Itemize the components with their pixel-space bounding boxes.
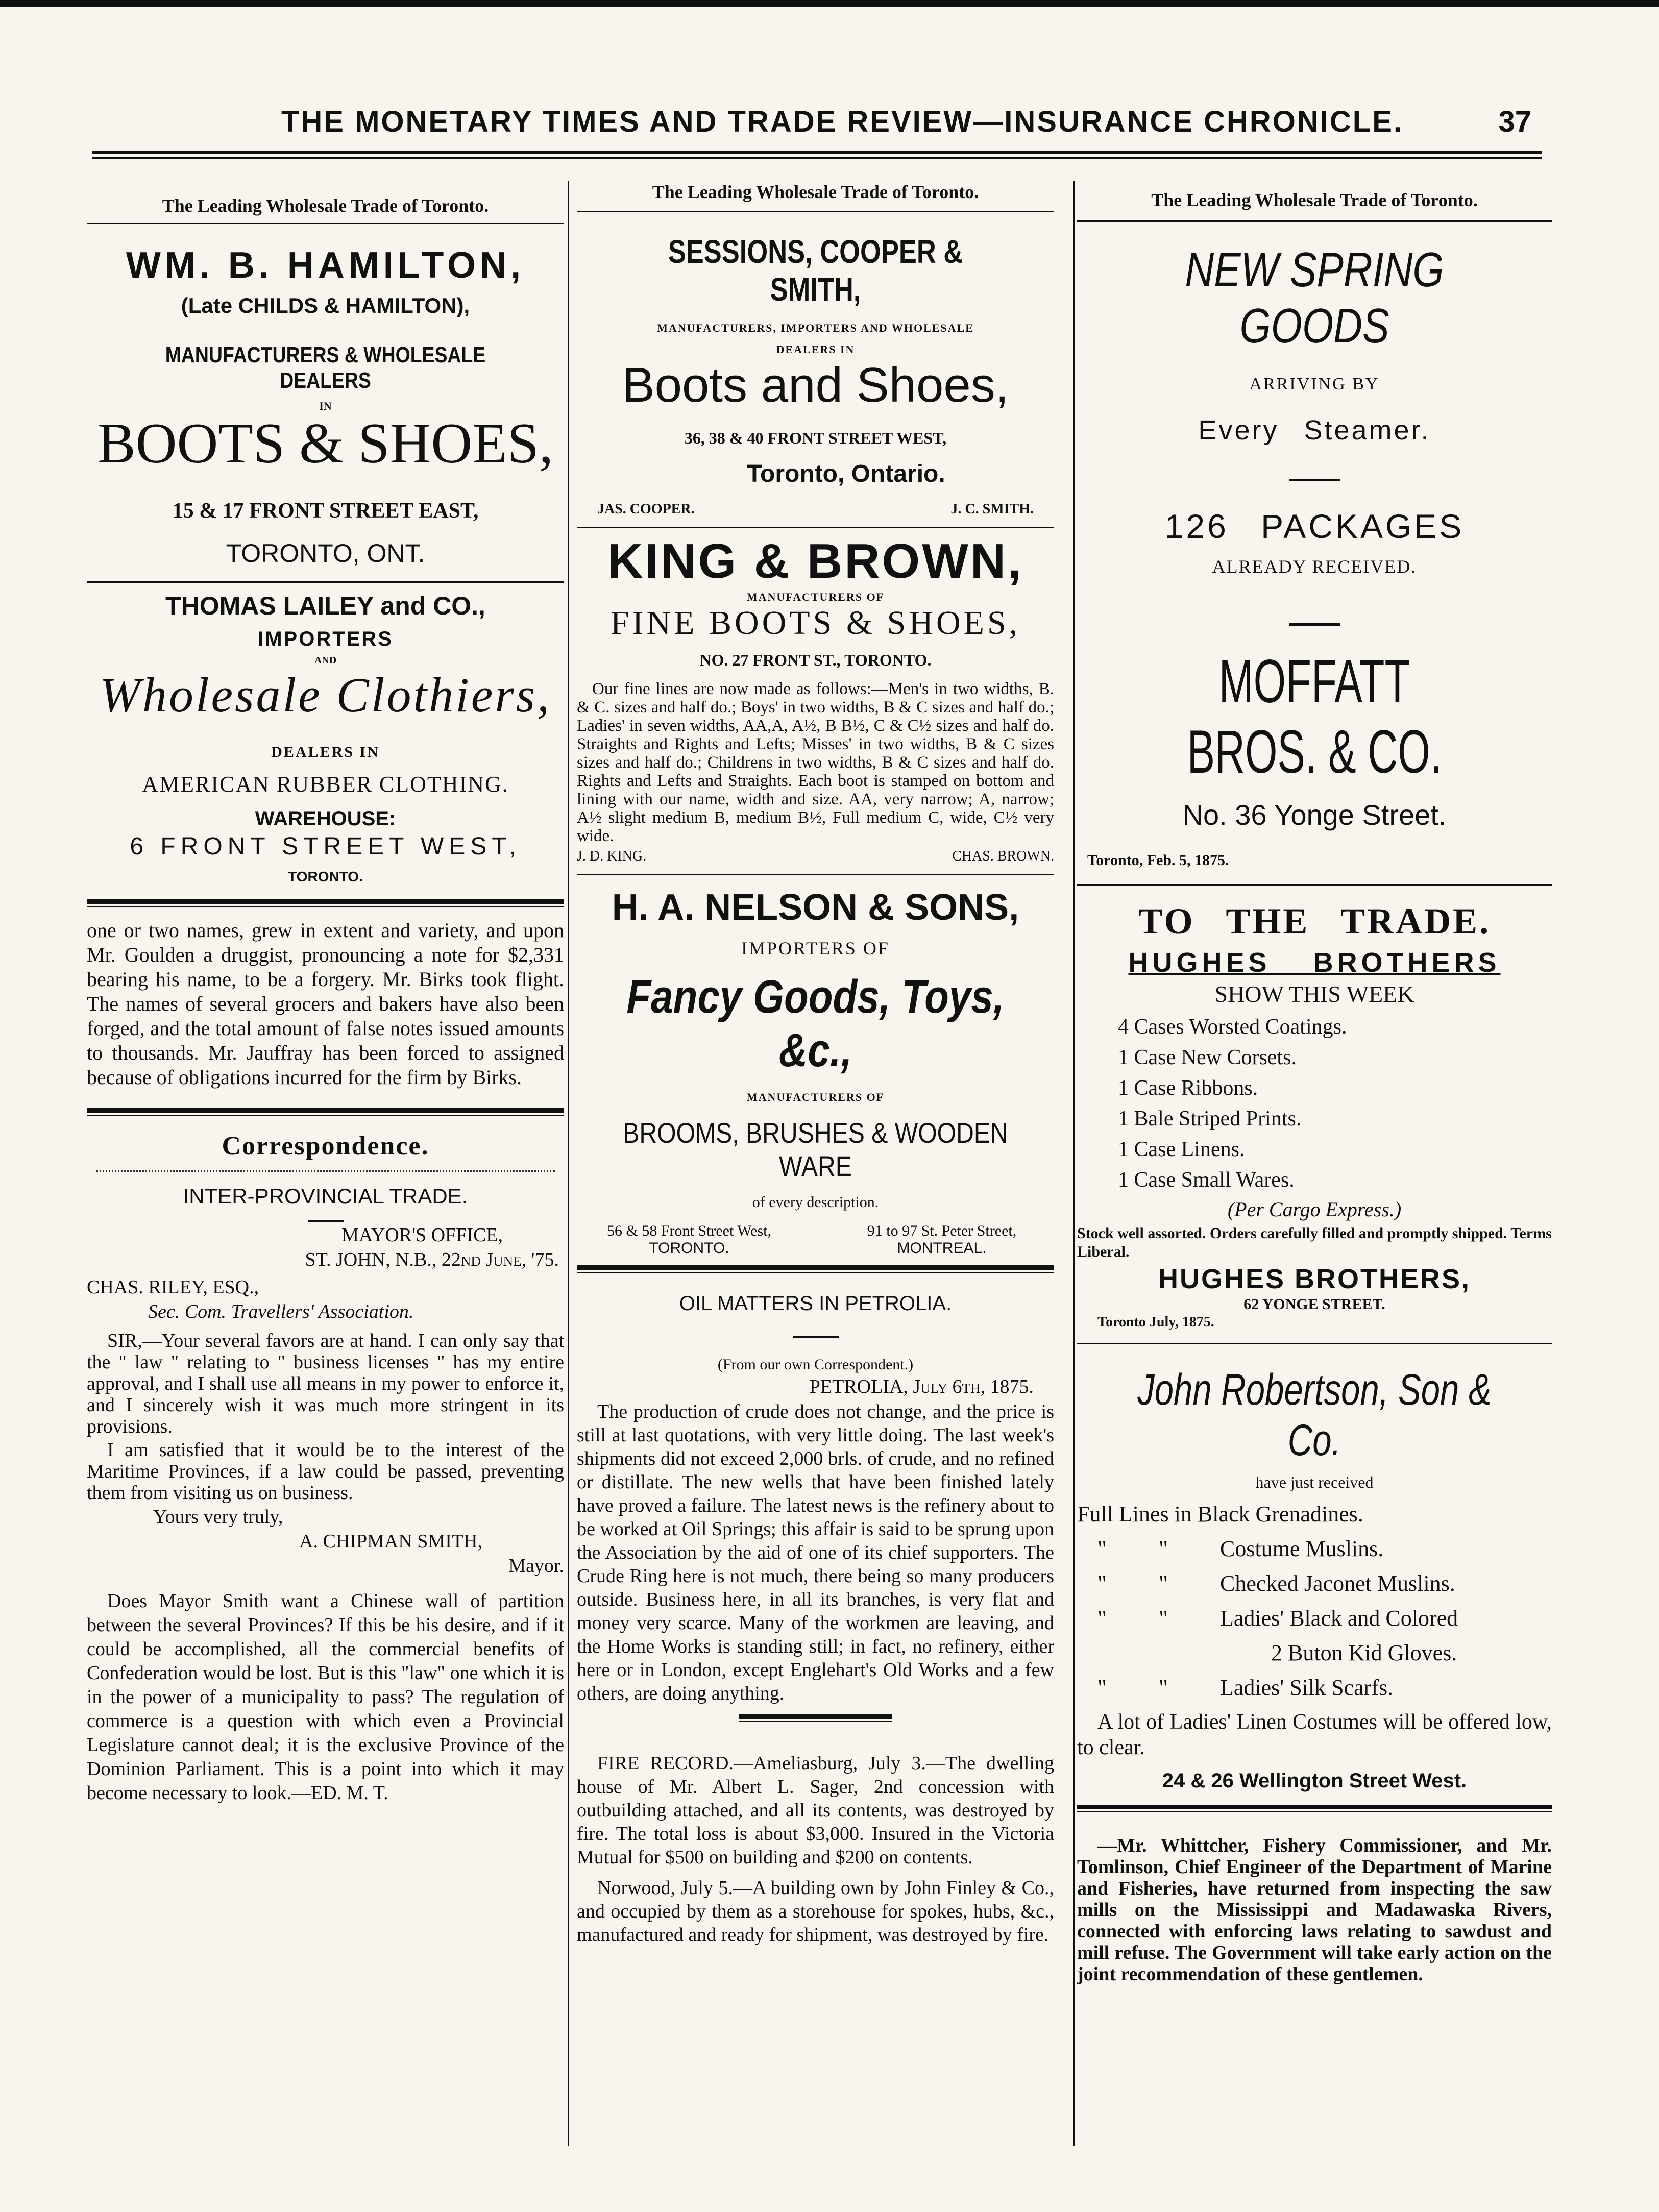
page-header-title: THE MONETARY TIMES AND TRADE REVIEW—INSURANCE CHRONICLE. — [281, 105, 1404, 138]
robertson-line: 2 Buton Kid Gloves. — [1271, 1640, 1457, 1665]
robertson-line: Costume Muslins. — [1220, 1536, 1384, 1561]
sessions-desc-2: DEALERS IN — [776, 343, 855, 356]
ditto-mark: " — [1159, 1606, 1168, 1631]
hughes-name: HUGHES BROTHERS — [1128, 947, 1501, 978]
norwood-fire: Norwood, July 5.—A building own by John Finley & Co., and occupied by them as a storehouse for spokes, hubs, &c., manufactured and ready for shipment, was destroyed by fire. — [577, 1877, 1054, 1946]
king-partner-2: CHAS. BROWN. — [952, 848, 1054, 864]
petrolia-body: The production of crude does not change, and the price is still at last quotations, with very little doing. The last week's shipments did not exceed 2,000 brls. of crude, and no refined or distillate. The new wells that have been finished lately have proved a failure. The latest news is the refinery about to be worked at Oil Springs; this affair is said to be sprung upon the Association by the aid of one of its chief supporters. The Crude Ring here is not much, there being so many producers outside. Business here, in all its branches, is very flat and money very scarce. Many of the workmen are leaving, and the Home Works is standing still; in fact, no refinery, either here or in London, except Englehart's Old Works and a few others, are doing anything. — [577, 1401, 1054, 1704]
hughes-item: 4 Cases Worsted Coatings. — [1118, 1015, 1347, 1039]
hughes-item: 1 Case New Corsets. — [1118, 1046, 1297, 1069]
king-goods: FINE BOOTS & SHOES, — [610, 604, 1021, 642]
nelson-addresses — [577, 1222, 1054, 1257]
letter-addressee-title: Sec. Com. Travellers' Association. — [148, 1301, 414, 1322]
page-number: 37 — [1498, 105, 1531, 138]
hughes-show: SHOW THIS WEEK — [1214, 981, 1414, 1007]
correspondence-title: INTER-PROVINCIAL TRADE. — [183, 1184, 468, 1208]
robertson-lines — [1077, 1497, 1552, 1705]
moffatt-address: No. 36 Yonge Street. — [1182, 799, 1447, 831]
hughes-item: 1 Case Small Wares. — [1118, 1168, 1295, 1192]
robertson-line: Full Lines in Black Grenadines. — [1077, 1502, 1363, 1527]
sessions-goods: Boots and Shoes, — [622, 358, 1009, 412]
petrolia-dateline: PETROLIA, July 6th, 1875. — [809, 1376, 1034, 1397]
hughes-date: Toronto July, 1875. — [1097, 1314, 1214, 1330]
letter-closing: Yours very truly, — [153, 1506, 283, 1528]
king-manufacturers: MANUFACTURERS OF — [746, 591, 885, 603]
letter-body-1: SIR,—Your several favors are at hand. I can only say that the " law " relating to " business licenses " has my entire approval, and I shall use all means in my power to enforce it, and I sincerely wish it was much more stringent in its provisions. — [87, 1330, 564, 1437]
nelson-goods: Fancy Goods, Toys, &c., — [626, 971, 1005, 1076]
ditto-mark: " — [1159, 1675, 1168, 1700]
hughes-items — [1077, 1012, 1552, 1195]
nelson-city-2: MONTREAL. — [897, 1240, 987, 1257]
letter-date: ST. JOHN, N.B., 22nd June, '75. — [305, 1249, 559, 1270]
moffatt-arriving: ARRIVING BY — [1249, 375, 1380, 394]
robertson-received: have just received — [1255, 1473, 1374, 1491]
king-name: KING & BROWN, — [607, 534, 1023, 588]
lailey-dealers: DEALERS IN — [271, 744, 380, 760]
moffatt-headline: NEW SPRING GOODS — [1185, 242, 1444, 353]
hamilton-in: IN — [319, 400, 332, 412]
letter-signer: A. CHIPMAN SMITH, — [299, 1531, 482, 1552]
sessions-city: Toronto, Ontario. — [747, 460, 945, 487]
fishery-note: —Mr. Whittcher, Fishery Commissioner, and Mr. Tomlinson, Chief Engineer of the Department of Marine and Fisheries, have returned from inspecting the saw mills on the Mississippi and Madawaska Rivers, connected with enforcing laws relating to sawdust and mill refuse. The Government will take early action on the joint recommendation of these gentlemen. — [1077, 1835, 1552, 1985]
nelson-city-1: TORONTO. — [649, 1240, 729, 1257]
letter-addressee: CHAS. RILEY, ESQ., — [87, 1276, 259, 1298]
king-partner-1: J. D. KING. — [577, 848, 647, 864]
hughes-address: 62 YONGE STREET. — [1243, 1296, 1385, 1313]
lailey-importers: IMPORTERS — [258, 628, 393, 650]
column-divider-2 — [1073, 181, 1075, 2146]
lailey-warehouse: WAREHOUSE: — [255, 807, 396, 830]
ditto-mark: " — [1097, 1606, 1107, 1631]
hamilton-goods: BOOTS & SHOES, — [97, 412, 554, 475]
sessions-desc-1: MANUFACTURERS, IMPORTERS AND WHOLESALE — [657, 322, 974, 334]
hughes-cargo: (Per Cargo Express.) — [1227, 1198, 1402, 1221]
ditto-mark: " — [1097, 1536, 1107, 1561]
petrolia-title: OIL MATTERS IN PETROLIA. — [679, 1292, 952, 1315]
column-2 — [577, 176, 1054, 2131]
letter-place: MAYOR'S OFFICE, — [341, 1224, 503, 1246]
column-head: The Leading Wholesale Trade of Toronto. — [652, 182, 979, 202]
hamilton-name: WM. B. HAMILTON, — [126, 245, 525, 286]
hughes-headline: TO THE TRADE. — [1138, 901, 1491, 942]
lailey-and: AND — [314, 655, 337, 666]
nelson-name: H. A. NELSON & SONS, — [612, 887, 1019, 928]
editorial-note: Does Mayor Smith want a Chinese wall of partition between the several Provinces? If this be his desire, and if it could be accomplished, all the commercial benefits of Confederation would be lost. But is this "law" one which it is in the power of a municipality to pass? The regulation of commerce is a question with which even a Provincial Legislature cannot deal; it is the exclusive Province of the Dominion Parliament. This is a point into which it may become necessary to look.—ED. M. T. — [87, 1590, 564, 1804]
hughes-item: 1 Case Linens. — [1118, 1138, 1245, 1161]
lailey-address: 6 FRONT STREET WEST, — [130, 833, 521, 860]
correspondence-section: Correspondence. — [222, 1132, 429, 1161]
moffatt-name: MOFFATT BROS. & CO. — [1187, 647, 1442, 786]
hughes-item: 1 Bale Striped Prints. — [1118, 1107, 1302, 1130]
king-address: NO. 27 FRONT ST., TORONTO. — [699, 651, 932, 669]
moffatt-packages: 126 PACKAGES — [1164, 507, 1465, 545]
robertson-name: John Robertson, Son & Co. — [1137, 1365, 1492, 1465]
hamilton-late: (Late CHILDS & HAMILTON), — [181, 293, 470, 317]
moffatt-received: ALREADY RECEIVED. — [1212, 556, 1417, 577]
hughes-name-2: HUGHES BROTHERS, — [1158, 1264, 1471, 1294]
hamilton-city: TORONTO, ONT. — [226, 539, 425, 568]
sessions-partner-2: J. C. SMITH. — [950, 501, 1034, 517]
sessions-address: 36, 38 & 40 FRONT STREET WEST, — [684, 429, 947, 447]
nelson-manufacturers: MANUFACTURERS OF — [746, 1091, 885, 1103]
ditto-mark: " — [1097, 1675, 1107, 1700]
nelson-address-1: 56 & 58 Front Street West, — [606, 1222, 772, 1239]
letter-signer-title: Mayor. — [508, 1555, 564, 1577]
column-head: The Leading Wholesale Trade of Toronto. — [162, 195, 489, 216]
hamilton-desc: MANUFACTURERS & WHOLESALE DEALERS — [165, 342, 486, 393]
hughes-item: 1 Case Ribbons. — [1118, 1076, 1258, 1100]
ditto-mark: " — [1097, 1571, 1107, 1596]
robertson-linen: A lot of Ladies' Linen Costumes will be offered low, to clear. — [1077, 1710, 1552, 1759]
nelson-address-2: 91 to 97 St. Peter Street, — [867, 1222, 1017, 1239]
lailey-city: TORONTO. — [288, 869, 363, 884]
hamilton-address: 15 & 17 FRONT STREET EAST, — [172, 499, 479, 523]
sessions-partner-1: JAS. COOPER. — [597, 501, 695, 517]
ditto-mark: " — [1159, 1571, 1168, 1596]
fire-record: FIRE RECORD.—Ameliasburg, July 3.—The dwelling house of Mr. Albert L. Sager, 2nd concession with outbuilding attached, and all its contents, was destroyed by fire. The total loss is about $3,000. Insured in the Victoria Mutual for $500 on building and $200 on contents. — [577, 1753, 1054, 1868]
sessions-partners — [577, 501, 1054, 518]
article-continuation: one or two names, grew in extent and variety, and upon Mr. Goulden a druggist, pronouncing a note for $2,331 bearing his name, to be a forgery. Mr. Birks took flight. The names of several grocers and bakers have also been forged, and the total amount of false notes issued amounts to thousands. Mr. Jauffray has been forced to assigned because of obligations incurred for the firm by Birks. — [87, 919, 564, 1089]
lailey-name: THOMAS LAILEY and CO., — [165, 592, 485, 620]
column-3 — [1077, 176, 1552, 2131]
robertson-line: Ladies' Silk Scarfs. — [1220, 1675, 1394, 1700]
header-rule — [92, 151, 1542, 154]
nelson-importers: IMPORTERS OF — [741, 938, 890, 958]
sessions-name: SESSIONS, COOPER & SMITH, — [668, 233, 963, 308]
column-1 — [87, 189, 564, 2128]
lailey-rubber: AMERICAN RUBBER CLOTHING. — [142, 772, 509, 797]
ditto-mark: " — [1159, 1536, 1168, 1561]
nelson-wares: BROOMS, BRUSHES & WOODEN WARE — [623, 1117, 1008, 1182]
letter-body-2: I am satisfied that it would be to the interest of the Maritime Provinces, if a law could be passed, preventing them from visiting us on business. — [87, 1439, 564, 1504]
column-head: The Leading Wholesale Trade of Toronto. — [1151, 190, 1478, 210]
robertson-line: Ladies' Black and Colored — [1220, 1606, 1458, 1631]
petrolia-source: (From our own Correspondent.) — [717, 1356, 914, 1373]
hughes-stock: Stock well assorted. Orders carefully filled and promptly shipped. Terms Liberal. — [1077, 1225, 1552, 1260]
robertson-address: 24 & 26 Wellington Street West. — [1162, 1769, 1467, 1792]
king-partners — [577, 848, 1054, 865]
moffatt-steamer: Every Steamer. — [1198, 415, 1431, 446]
lailey-trade: Wholesale Clothiers, — [99, 668, 552, 722]
robertson-line: Checked Jaconet Muslins. — [1220, 1571, 1455, 1596]
moffatt-date: Toronto, Feb. 5, 1875. — [1087, 852, 1229, 869]
column-divider-1 — [568, 181, 569, 2146]
nelson-desc: of every description. — [752, 1194, 879, 1211]
king-body: Our fine lines are now made as follows:—Men's in two widths, B. & C. sizes and half do.; Boys' in two widths, B & C sizes and half do.; Ladies' in seven widths, AA,A, A½, B B½, C & C½ sizes and half do. Straights and Rights and Lefts; Misses' in two widths, B & C sizes sizes and half do.; Childrens in two widths, B & C sizes and half do. Rights and Lefts and Straights. Each boot is stamped on bottom and lining with our name, width and size. AA, very narrow; A, narrow; A½ slight medium B, medium B½, Full medium C, wide, C½ very wide. — [577, 680, 1054, 845]
